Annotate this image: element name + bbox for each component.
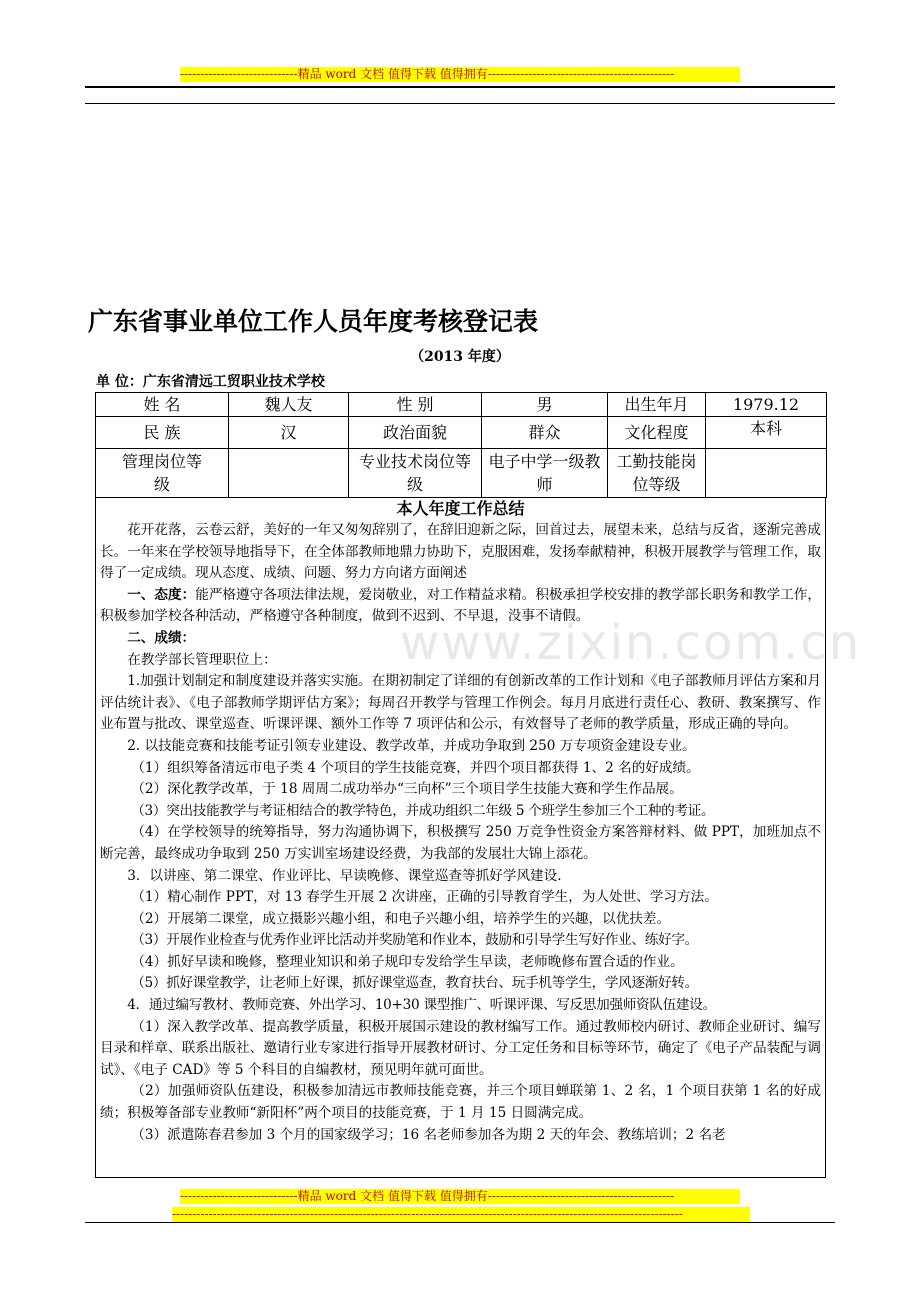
footer-rule <box>85 1222 835 1223</box>
value-ethnicity: 汉 <box>229 417 349 449</box>
work-unit: 单 位：广东省清远工贸职业技术学校 <box>96 374 325 390</box>
paragraph: （1）组织筹备清远市电子类 4 个项目的学生技能竞赛，并四个项目都获得 1、2 名的好成绩。 <box>131 759 700 776</box>
label-mgmt-level: 管理岗位等级 <box>96 449 229 498</box>
paragraph: （1）精心制作 PPT，对 13 春学生开展 2 次讲座，正确的引导教育学生，为人处世、学习方法。 <box>131 889 718 906</box>
summary-intro: 花开花落，云卷云舒，美好的一年又匆匆辞别了，在辞旧迎新之际，回首过去，展望未来，总结与反省，逐渐完善成长。一年来在学校领导地指导下，在全体部教师地鼎力协助下，克服困难，发扬奉献精神，积极开展教学与管理工作，取得了一定成绩。现从态度、成绩、问题、努力方向诸方面阐述 <box>100 522 821 582</box>
footer-banner: -----------------------------精品 word 文档 值得下载 值得拥有---------------------------------------------- <box>180 1189 740 1204</box>
section-text: 能严格遵守各项法律法规，爱岗敬业，对工作精益求精。积极承担学校安排的教学部长职务和教学工作，积极参加学校各种活动，严格遵守各种制度，做到不迟到、不早退，没事不请假。 <box>100 586 822 625</box>
value-education: 本科 <box>706 417 827 449</box>
annual-summary <box>95 497 826 1178</box>
value-birth: 1979.12 <box>706 393 827 417</box>
paragraph: （3）开展作业检查与优秀作业评比活动并奖励笔和作业本，鼓励和引导学生写好作业、练好字。 <box>131 932 698 949</box>
section-label: 二、成绩： <box>127 629 196 646</box>
paragraph: （2）开展第二课堂，成立摄影兴趣小组，和电子兴趣小组，培养学生的兴趣，以优扶差。 <box>131 910 671 927</box>
paragraph: （3）派遣陈春君参加 3 个月的国家级学习；16 名老师参加各为期 2 天的年会、教练培训；2 名老 <box>131 1126 726 1143</box>
paragraph: 3．以讲座、第二课堂、作业评比、早读晚修、课堂巡查等抓好学风建设. <box>127 867 562 884</box>
paragraph: （5）抓好课堂教学，让老师上好课，抓好课堂巡查，教育扶台、玩手机等学生，学风逐渐好转。 <box>131 975 698 992</box>
value-worker-level <box>706 449 827 498</box>
table-row <box>96 449 827 498</box>
label-birth: 出生年月 <box>608 393 706 417</box>
footer-dashes: ------------------------------------------------------------------------------------------------------------------------------ <box>172 1207 750 1222</box>
report-year: （2013 年度） <box>410 349 510 365</box>
paragraph: （4）在学校领导的统筹指导，努力沟通协调下，积极撰写 250 万竞争性资金方案答辩材料、做 PPT，加班加点不断完善，最终成功争取到 250 万实训室场建设经费，为我部的发展壮大锦上添花。 <box>100 824 821 862</box>
value-tech-level: 电子中学一级教师 <box>482 449 608 498</box>
label-tech-level: 专业技术岗位等级 <box>349 449 482 498</box>
paragraph: 1.加强计划制定和制度建设并落实实施。在期初制定了详细的有创新改革的工作计划和《电子部教师月评估方案和月评估统计表》、《电子部教师学期评估方案》；每周召开教学与管理工作例会。每月月底进行责任心、教研、教案撰写、作业布置与批改、课堂巡查、听课评课、额外工作等 7 项评估和公示，有效督导了老师的教学质量，形成正确的导向。 <box>100 673 821 733</box>
label-name: 姓 名 <box>96 393 229 417</box>
header-rule-2 <box>85 103 835 104</box>
value-political: 群众 <box>482 417 608 449</box>
summary-heading: 本人年度工作总结 <box>396 499 525 518</box>
header-rule-1 <box>85 86 835 88</box>
label-worker-level: 工勤技能岗位等级 <box>608 449 706 498</box>
paragraph: （4）抓好早读和晚修，整理业知识和弟子规印专发给学生早读，老师晚修布置合适的作业。 <box>131 953 684 970</box>
page-title: 广东省事业单位工作人员年度考核登记表 <box>88 307 539 336</box>
paragraph: （2）加强师资队伍建设，积极参加清远市教师技能竞赛，并三个项目蝉联第 1、2 名，1 个项目获第 1 名的好成绩；积极筹备部专业教师“新阳杯”两个项目的技能竞赛，于 1 月 15 日圆满完成。 <box>100 1083 821 1122</box>
paragraph: 2. 以技能竞赛和技能考证引领专业建设、教学改革，并成功争取到 250 万专项资金建设专业。 <box>127 737 696 754</box>
label-ethnicity: 民 族 <box>96 417 229 449</box>
section-label: 一、态度： <box>127 586 196 603</box>
value-mgmt-level <box>229 449 349 498</box>
table-row <box>96 393 827 417</box>
label-education: 文化程度 <box>608 417 706 449</box>
value-gender: 男 <box>482 393 608 417</box>
table-row <box>96 417 827 449</box>
paragraph: （1）深入教学改革、提高教学质量，积极开展国示建设的教材编写工作。通过教师校内研讨、教师企业研讨、编写目录和样章、联系出版社、邀请行业专家进行指导开展教材研讨、分工定任务和目标等环节，确定了《电子产品装配与调试》、《电子 CAD》等 5 个科目的自编教材，预见明年就可面世。 <box>100 1018 821 1078</box>
label-political: 政治面貌 <box>349 417 482 449</box>
value-name: 魏人友 <box>229 393 349 417</box>
paragraph: （3）突出技能教学与考证相结合的教学特色，并成功组织二年级 5 个班学生参加三个工种的考证。 <box>131 802 715 819</box>
label-gender: 性 别 <box>349 393 482 417</box>
paragraph: （2）深化教学改革，于 18 周周二成功举办“三向杯”三个项目学生技能大赛和学生作品展。 <box>131 781 683 798</box>
watermark: www.zixin.com.cn <box>400 615 862 671</box>
header-banner: -----------------------------精品 word 文档 值得下载 值得拥有---------------------------------------------- <box>180 67 740 82</box>
paragraph: 在教学部长管理职位上： <box>127 651 277 668</box>
paragraph: 4．通过编写教材、教师竞赛、外出学习、10+30 课型推广、听课评课、写反思加强师资队伍建设。 <box>127 997 716 1014</box>
personal-info-table <box>95 392 827 498</box>
